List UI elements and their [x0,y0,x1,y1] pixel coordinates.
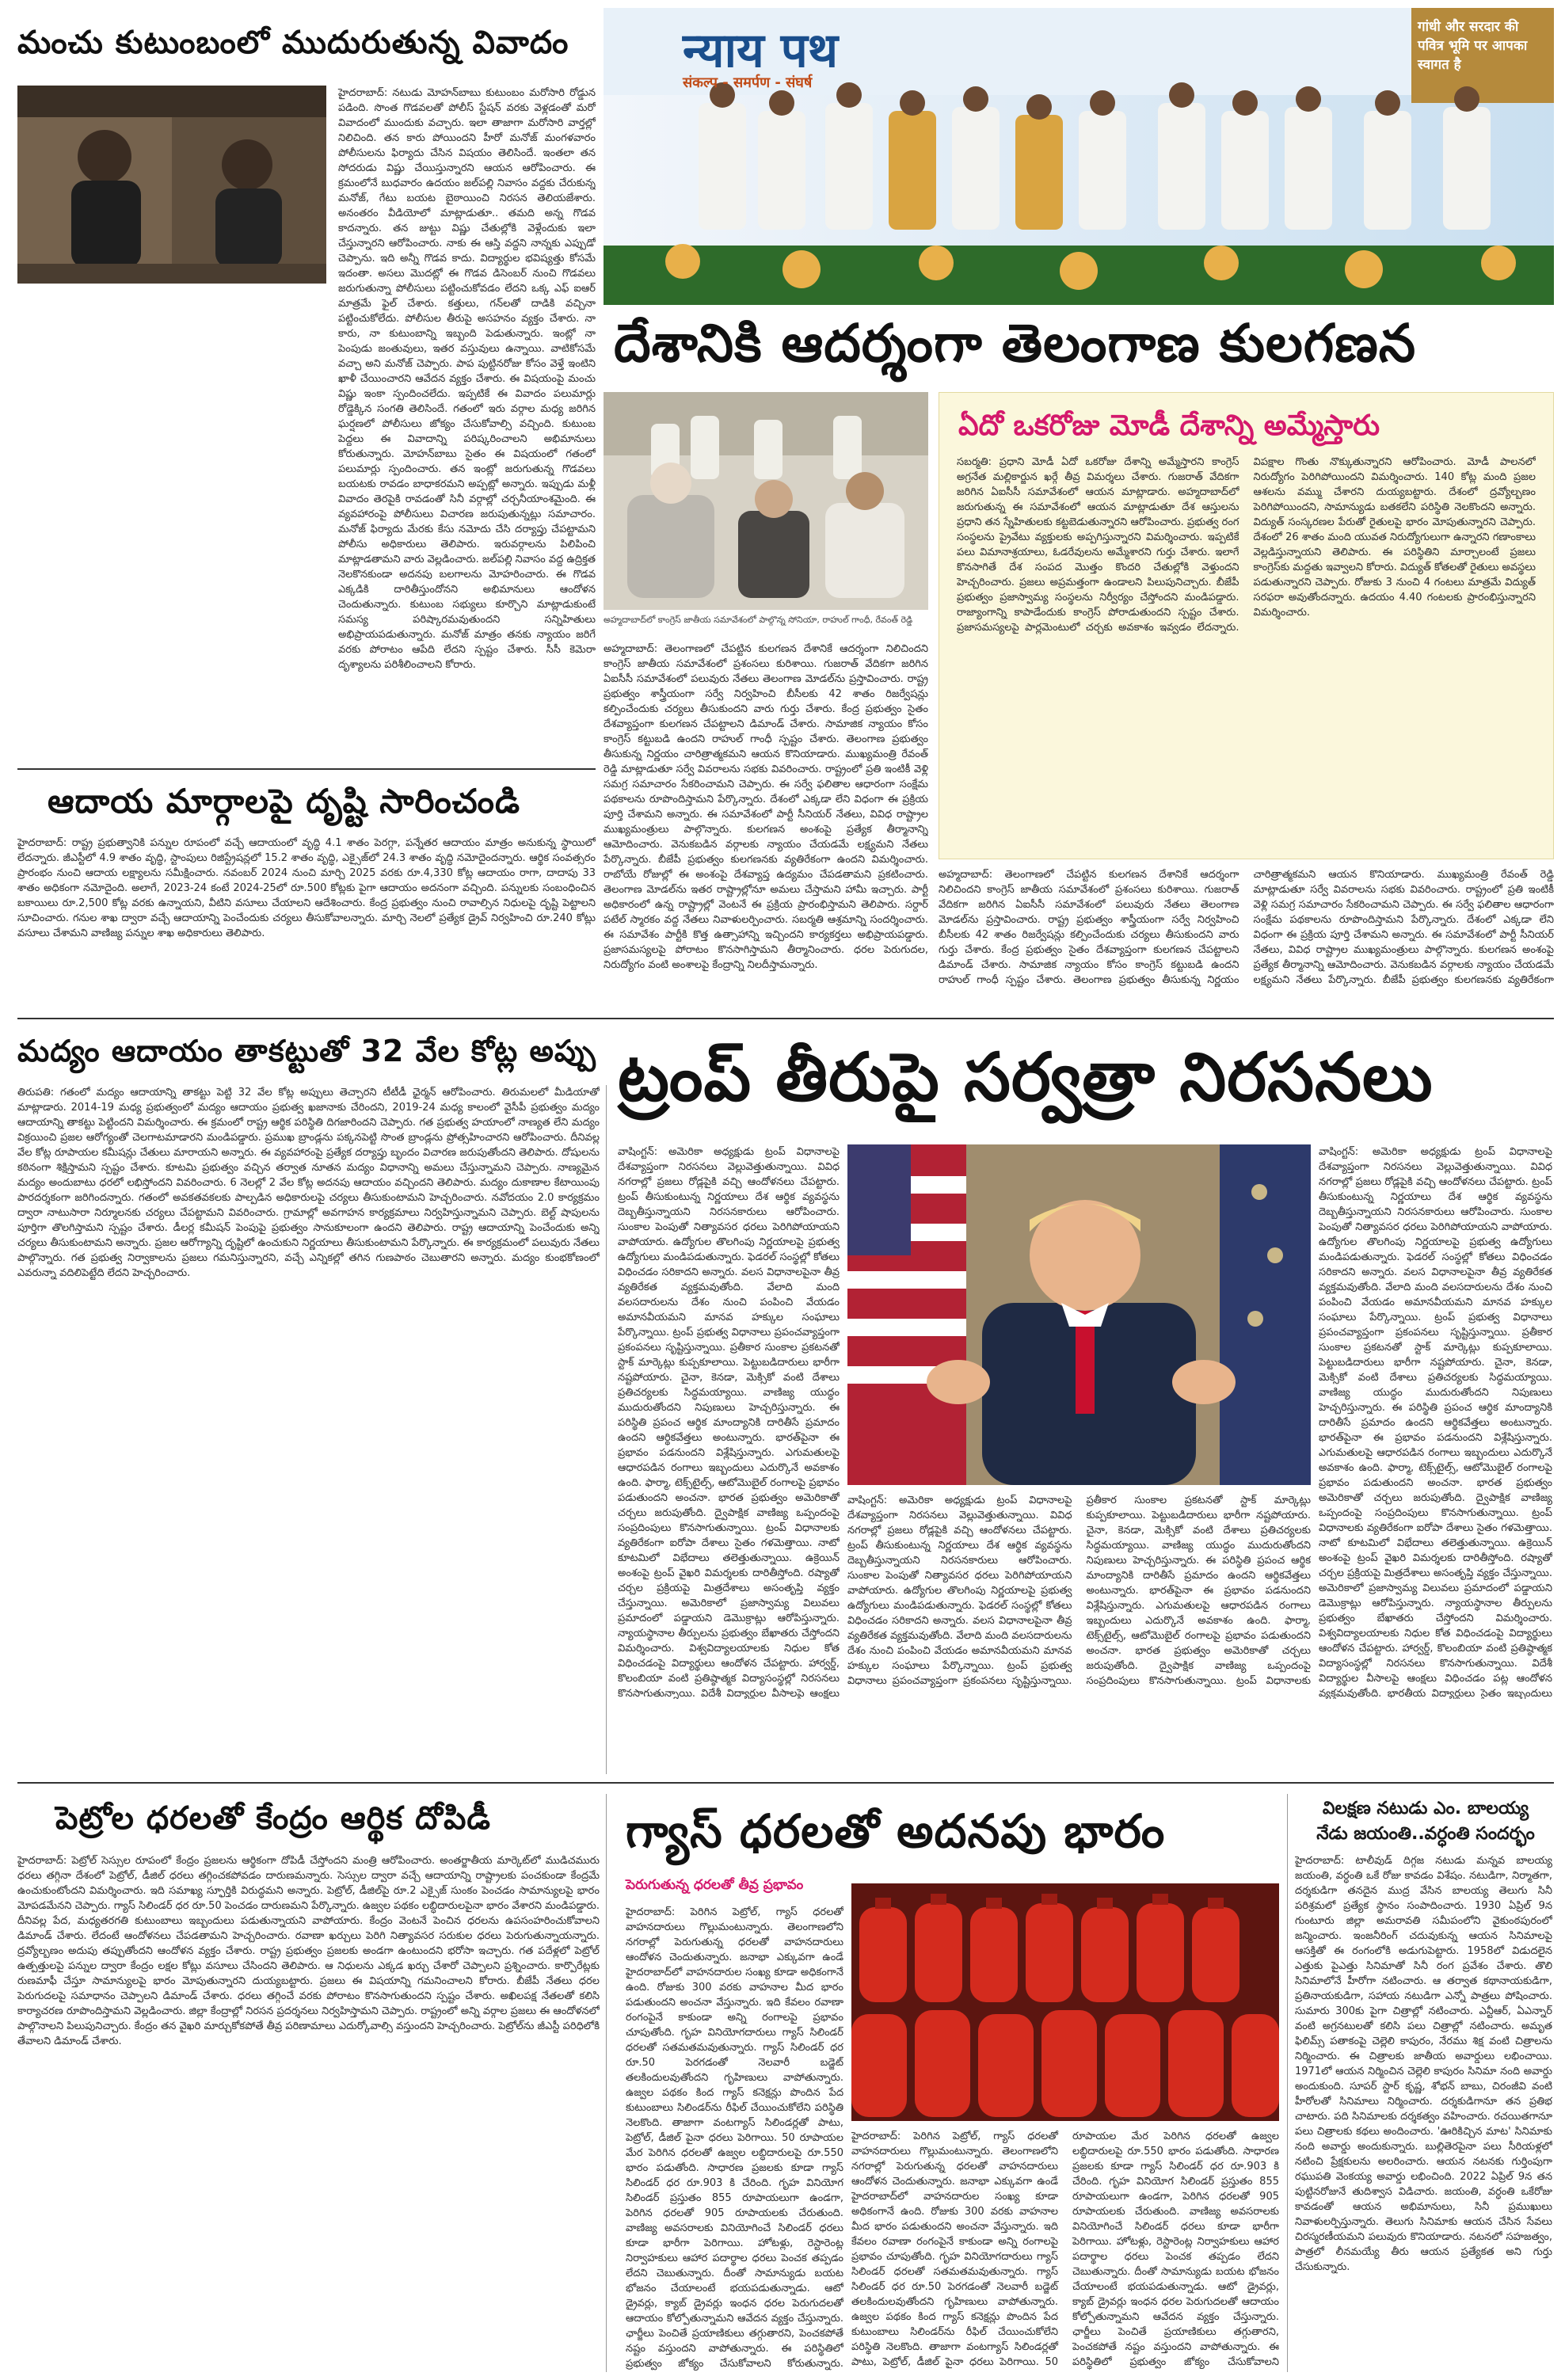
headline-trump: ట్రంప్ తీరుపై సర్వత్రా నిరసనలు [618,1038,1434,1116]
banner-gandhi-sardar [1418,17,1544,74]
body-caste-census: అహ్మదాబాద్: తెలంగాణలో చేపట్టిన కులగణన దేశానికే ఆదర్శంగా నిలిచిందని కాంగ్రెస్ జాతీయ సమావేశంలో ప్రశంసలు కురిశాయి. గుజరాత్ వేదికగా జరిగిన ఏఐసీసీ సమావేశంలో పలువురు నేతలు తెలంగాణ మోడల్‌ను ప్రస్తావించారు. రాష్ట్ర ప్రభుత్వం శాస్త్రీయంగా సర్వే నిర్వహించి బీసీలకు 42 శాతం రిజర్వేషన్లు కల్పించేందుకు చర్యలు తీసుకుందని వారు గుర్తు చేశారు. కేంద్ర ప్రభుత్వం సైతం దేశవ్యాప్తంగా కులగణన చేపట్టాలని డిమాండ్ చేశారు. సామాజిక న్యాయం కోసం కాంగ్రెస్ కట్టుబడి ఉందని రాహుల్ గాంధీ స్పష్టం చేశారు. తెలంగాణ ప్రభుత్వం తీసుకున్న నిర్ణయం చారిత్రాత్మకమని ఆయన కొనియాడారు. ముఖ్యమంత్రి రేవంత్ రెడ్డి మాట్లాడుతూ సర్వే వివరాలను సభకు వివరించారు. రాష్ట్రంలో ప్రతి ఇంటికీ వెళ్లి సమగ్ర సమాచారం సేకరించామని చెప్పారు. ఈ సర్వే ఫలితాల ఆధారంగా సంక్షేమ పథకాలను రూపొందిస్తామని పేర్కొన్నారు. దేశంలో ఎక్కడా లేని విధంగా ఈ ప్రక్రియ పూర్తి చేశామని అన్నారు. ఈ సమావేశంలో పార్టీ సీనియర్ నేతలు, వివిధ రాష్ట్రాల ముఖ్యమంత్రులు పాల్గొన్నారు. కులగణన అంశంపై ప్రత్యేక తీర్మానాన్ని ఆమోదించారు. వెనుకబడిన వర్గాలకు న్యాయం చేయడమే లక్ష్యమని నేతలు పేర్కొన్నారు. బీజేపీ ప్రభుత్వం కులగణనకు వ్యతిరేకంగా ఉందని విమర్శించారు. రాబోయే రోజుల్లో ఈ అంశంపై దేశవ్యాప్త ఉద్యమం చేపడతామని ప్రకటించారు. తెలంగాణ మోడల్‌ను ఇతర రాష్ట్రాల్లోనూ అమలు చేస్తామని హామీ ఇచ్చారు. పార్టీ అధికారంలో ఉన్న రాష్ట్రాల్లో వెంటనే ఈ ప్రక్రియ ప్రారంభిస్తామని తెలిపారు. సర్దార్ పటేల్ స్మారకం వద్ద నేతలు నివాళులర్పించారు. సబర్మతి ఆశ్రమాన్ని సందర్శించారు. ఈ సమావేశం పార్టీకి కొత్త ఉత్సాహాన్ని ఇచ్చిందని కార్యకర్తలు అభిప్రాయపడ్డారు. ప్రజాసమస్యలపై పోరాటం కొనసాగిస్తామని తీర్మానించారు. ధరల పెరుగుదల, నిరుద్యోగం వంటి అంశాలపై కేంద్రాన్ని నిలదీస్తామన్నారు. [604,643,928,971]
divider-low [17,1782,1554,1784]
headline-balayya-1: విలక్షణ నటుడు ఎం. బాలయ్య [1322,1799,1529,1818]
headline-gas: గ్యాస్ ధరలతో అదనపు భారం [626,1804,1166,1858]
headline-revenue: ఆదాయ మార్గాలపై దృష్టి సారించండి [48,782,521,821]
body-modi: సబర్మతి: ప్రధాని మోడీ ఏదో ఒకరోజు దేశాన్ని అమ్మేస్తారని కాంగ్రెస్ అగ్రనేత మల్లికార్జున ఖర్గే తీవ్ర విమర్శలు చేశారు. గుజరాత్ వేదికగా జరిగిన ఏఐసీసీ సమావేశంలో ఆయన మాట్లాడారు. అహ్మదాబాద్‌లో జరుగుతున్న ఈ సమావేశంలో ఆయన మాట్లాడుతూ దేశ ఆస్తులను ప్రధాని తన స్నేహితులకు కట్టబెడుతున్నారని ఆరోపించారు. ప్రభుత్వ రంగ సంస్థలను ప్రైవేటు వ్యక్తులకు అప్పగిస్తున్నారని విమర్శించారు. ఇప్పటికే పలు విమానాశ్రయాలు, ఓడరేవులను అమ్మేశారని గుర్తు చేశారు. ఇలాగే కొనసాగితే దేశ సంపద మొత్తం కొందరి చేతుల్లోకి వెళ్తుందని హెచ్చరించారు. ప్రజలు అప్రమత్తంగా ఉండాలని పిలుపునిచ్చారు. బీజేపీ ప్రభుత్వం ప్రజాస్వామ్య సంస్థలను నిర్వీర్యం చేస్తోందని మండిపడ్డారు. రాజ్యాంగాన్ని కాపాడేందుకు కాంగ్రెస్ పోరాడుతుందని స్పష్టం చేశారు. ప్రజాసమస్యలపై పార్లమెంటులో చర్చకు అవకాశం ఇవ్వడం లేదన్నారు. విపక్షాల గొంతు నొక్కుతున్నారని ఆరోపించారు. మోడీ పాలనలో నిరుద్యోగం పెరిగిపోయిందని విమర్శించారు. 140 కోట్ల మంది ప్రజల ఆశలను వమ్ము చేశారని దుయ్యబట్టారు. దేశంలో ద్రవ్యోల్బణం పెరిగిపోయిందని, సామాన్యుడు బతకలేని పరిస్థితి నెలకొందని అన్నారు. విద్యుత్ సంస్కరణల పేరుతో రైతులపై భారం మోపుతున్నారని చెప్పారు. దేశంలో 26 శాతం మంది యువత నిరుద్యోగులుగా ఉన్నారని గణాంకాలు వెల్లడిస్తున్నాయని తెలిపారు. ఈ పరిస్థితిని మార్చాలంటే ప్రజలు కాంగ్రెస్‌కు మద్దతు ఇవ్వాలని కోరారు. విద్యుత్ కోతలతో రైతులు అవస్థలు పడుతున్నారని చెప్పారు. రోజుకు 3 నుంచి 4 గంటలు మాత్రమే విద్యుత్ సరఫరా అవుతోందన్నారు. ఉదయం 4.40 గంటలకు ప్రారంభిస్తున్నారని విమర్శించారు. [957,456,1536,634]
body-balayya: హైదరాబాద్: టాలీవుడ్ దిగ్గజ నటుడు మన్నవ బాలయ్య జయంతి, వర్ధంతి ఒకే రోజు కావడం విశేషం. నటుడిగా, నిర్మాతగా, దర్శకుడిగా తనదైన ముద్ర వేసిన బాలయ్య తెలుగు సినీ పరిశ్రమలో ప్రత్యేక స్థానం సంపాదించారు. 1930 ఏప్రిల్ 9న గుంటూరు జిల్లా అమరావతి సమీపంలోని వైకుంఠపురంలో జన్మించారు. ఇంజనీరింగ్ చదువుకున్న ఆయన సినిమాలపై ఆసక్తితో ఈ రంగంలోకి అడుగుపెట్టారు. 1958లో విడుదలైన ఎత్తుకు పైఎత్తు సినిమాతో సినీ రంగ ప్రవేశం చేశారు. తొలి సినిమాలోనే హీరోగా నటించారు. ఆ తర్వాత కథానాయకుడిగా, ప్రతినాయకుడిగా, సహాయ నటుడిగా ఎన్నో పాత్రలు పోషించారు. సుమారు 300కు పైగా చిత్రాల్లో నటించారు. ఎన్టీఆర్, ఏఎన్నార్ వంటి అగ్రనటులతో కలిసి పలు చిత్రాల్లో నటించారు. అమృత ఫిలిమ్స్ పతాకంపై చెల్లెలి కాపురం, నేరము శిక్ష వంటి చిత్రాలను నిర్మించారు. ఈ చిత్రాలకు జాతీయ అవార్డులు లభించాయి. 1971లో ఆయన నిర్మించిన చెల్లెలి కాపురం సినిమా నంది అవార్డు అందుకుంది. సూపర్ స్టార్ కృష్ణ, శోభన్ బాబు, చిరంజీవి వంటి హీరోలతో సినిమాలు నిర్మించారు. దర్శకుడిగానూ తన ప్రతిభ చాటారు. పది సినిమాలకు దర్శకత్వం వహించారు. రచయితగానూ పలు చిత్రాలకు కథలు అందించారు. 'ఊరికిచ్చిన మాట' సినిమాకు నంది అవార్డు అందుకున్నారు. బుల్లితెరపైనా పలు సీరియళ్లలో నటించి ప్రేక్షకులను అలరించారు. ఆయన నటనకు గుర్తింపుగా రఘుపతి వెంకయ్య అవార్డు లభించింది. 2022 ఏప్రిల్ 9న తన పుట్టినరోజునే తుదిశ్వాస విడిచారు. జయంతి, వర్ధంతి ఒకేరోజు కావడంతో ఆయన అభిమానులు, సినీ ప్రముఖులు నివాళులర్పిస్తున్నారు. తెలుగు సినిమాకు ఆయన చేసిన సేవలు చిరస్మరణీయమని పలువురు కొనియాడారు. నటనలో సహజత్వం, పాత్రలో లీనమయ్యే తీరు ఆయన ప్రత్యేకత అని గుర్తు చేసుకున్నారు. [1295,1855,1552,2273]
body-manchu: హైదరాబాద్: నటుడు మోహన్‌బాబు కుటుంబం మరోసారి రోడ్డున పడింది. సొంత గొడవలతో పోలీస్ స్టేషన్ వరకు వెళ్లడంతో మరో వివాదంలో ముందుకు వచ్చారు. ఇలా తాజాగా మరోసారి వార్తల్లో నిలిచింది. తన కారు పోయిందని హీరో మనోజ్ మంగళవారం పోలీసులను ఫిర్యాదు చేసిన విషయం తెలిసిందే. ఇంతలా తన సోదరుడు విష్ణు చేయిస్తున్నారని ఆయన ఆరోపించారు. ఈ క్రమంలోనే బుధవారం ఉదయం జల్‌పల్లి నివాసం వద్దకు చేరుకున్న మనోజ్, గేటు బయట బైఠాయించి నిరసన తెలియజేశారు. అనంతరం వీడియోలో మాట్లాడుతూ.. తమది అన్న గొడవ కాదన్నారు. తన జుట్టు విష్ణు చేతుల్లోకి వెళ్లేందుకు ఇలా చేస్తున్నారని ఆరోపించారు. నాకు ఈ ఆస్తి వద్దని నాన్నకు ఎప్పుడో చెప్పాను. ఇది అన్నీ గొడవ కాదు. విద్యార్థుల భవిష్యత్తు కోసమే ఇదంతా. అసలు మొదట్లో ఈ గొడవ డిసెంబర్ నుంచి గొడవలు జరుగుతున్నా పోలీసులు పట్టించుకోవడం లేదని ఒక్క ఎఫ్ ఐఆర్ మాత్రమే ఫైల్ చేశారు. కత్తులు, గన్‌లతో దాడికి వచ్చినా పట్టించుకోలేదు. పోలీసుల తీరుపై అసహనం వ్యక్తం చేశారు. నా కారు, నా కుటుంబాన్ని ఇబ్బంది పెడుతున్నారు. ఇంట్లో నా పెంపుడు జంతువులు, ఇతర వస్తువులు ఉన్నాయి. వాటికోసమే వచ్చా అని మనోజ్ చెప్పారు. పాప పుట్టినరోజు కోసం వెళ్తే ఇంటిని ఖాళీ చేయించారని ఆవేదన వ్యక్తం చేశారు. ఈ విషయంపై మంచు విష్ణు ఇంకా స్పందించలేదు. ఇప్పటికే ఈ వివాదం పలుమార్లు రోడ్డెక్కిన సంగతి తెలిసిందే. గతంలో ఇరు వర్గాల మధ్య జరిగిన ఘర్షణలో పోలీసులు జోక్యం చేసుకోవాల్సి వచ్చింది. కుటుంబ పెద్దలు ఈ వివాదాన్ని పరిష్కరించాలని అభిమానులు కోరుతున్నారు. మోహన్‌బాబు సైతం ఈ విషయంలో గతంలో పలుమార్లు స్పందించారు. తన ఇంట్లో జరుగుతున్న గొడవలు బయటకు రావడం బాధాకరమని అప్పట్లో అన్నారు. ఇప్పుడు మళ్లీ వివాదం తెరపైకి రావడంతో సినీ వర్గాల్లో చర్చనీయాంశమైంది. ఈ వ్యవహారంపై పోలీసులు విచారణ జరుపుతున్నట్లు సమాచారం. మనోజ్ ఫిర్యాదు మేరకు కేసు నమోదు చేసి దర్యాప్తు చేపట్టామని పోలీసు అధికారులు తెలిపారు. ఇరువర్గాలను పిలిపించి మాట్లాడతామని వారు వెల్లడించారు. జల్‌పల్లి నివాసం వద్ద ఉద్రిక్తత నెలకొనకుండా అదనపు బలగాలను మోహరించారు. ఈ గొడవ ఎక్కడికి దారితీస్తుందోనని అభిమానులు ఆందోళన చెందుతున్నారు. కుటుంబ సభ్యులు కూర్చొని మాట్లాడుకుంటే సమస్య పరిష్కారమవుతుందని సన్నిహితులు అభిప్రాయపడుతున్నారు. మనోజ్ మాత్రం తనకు న్యాయం జరిగే వరకు పోరాటం ఆపేది లేదని స్పష్టం చేశారు. సీసీ కెమెరా దృశ్యాలను పరిశీలించాలని కోరారు. [338,87,596,671]
banner-welcome-text: आपका स्वागत है [1418,38,1528,73]
divider-vertical-1 [606,1085,607,1774]
headline-caste-census: దేశానికి ఆదర్శంగా తెలంగాణ కులగణన [614,313,1417,374]
headline-modi: ఏదో ఒకరోజు మోడీ దేశాన్ని అమ్మేస్తారు [958,409,1380,442]
photo-trump [847,1144,1311,1485]
divider-vertical-3 [1287,1794,1288,2372]
banner-gandhi-sardar-text: गांधी और सरदार की पवित्र भूमि पर [1418,19,1519,54]
body-trump-right: వాషింగ్టన్: అమెరికా అధ్యక్షుడు ట్రంప్ విధానాలపై దేశవ్యాప్తంగా నిరసనలు వెల్లువెత్తుతున్నాయి. వివిధ నగరాల్లో ప్రజలు రోడ్లపైకి వచ్చి ఆందోళనలు చేపట్టారు. ట్రంప్ తీసుకుంటున్న నిర్ణయాలు దేశ ఆర్థిక వ్యవస్థను దెబ్బతీస్తున్నాయని నిరసనకారులు ఆరోపించారు. సుంకాల పెంపుతో నిత్యావసర ధరలు పెరిగిపోయాయని వాపోయారు. ఉద్యోగుల తొలగింపు నిర్ణయాలపై ప్రభుత్వ ఉద్యోగులు మండిపడుతున్నారు. ఫెడరల్ సంస్థల్లో కోతలు విధించడం సరికాదని అన్నారు. వలస విధానాలపైనా తీవ్ర వ్యతిరేకత వ్యక్తమవుతోంది. వేలాది మంది వలసదారులను దేశం నుంచి పంపించి వేయడం అమానవీయమని మానవ హక్కుల సంఘాలు పేర్కొన్నాయి. ట్రంప్ ప్రభుత్వ విధానాలు ప్రపంచవ్యాప్తంగా ప్రకంపనలు సృష్టిస్తున్నాయి. ప్రతీకార సుంకాల ప్రకటనతో స్టాక్ మార్కెట్లు కుప్పకూలాయి. పెట్టుబడిదారులు భారీగా నష్టపోయారు. చైనా, కెనడా, మెక్సికో వంటి దేశాలు ప్రతిచర్యలకు సిద్ధమయ్యాయి. వాణిజ్య యుద్ధం ముదురుతోందని నిపుణులు హెచ్చరిస్తున్నారు. ఈ పరిస్థితి ప్రపంచ ఆర్థిక మాంద్యానికి దారితీసే ప్రమాదం ఉందని ఆర్థికవేత్తలు అంటున్నారు. భారత్‌పైనా ఈ ప్రభావం పడనుందని విశ్లేషిస్తున్నారు. ఎగుమతులపై ఆధారపడిన రంగాలు ఇబ్బందులు ఎదుర్కొనే అవకాశం ఉంది. ఫార్మా, టెక్స్‌టైల్స్, ఆటోమొబైల్ రంగాలపై ప్రభావం పడుతుందని అంచనా. భారత ప్రభుత్వం అమెరికాతో చర్చలు జరుపుతోంది. ద్వైపాక్షిక వాణిజ్య ఒప్పందంపై సంప్రదింపులు కొనసాగుతున్నాయి. ట్రంప్ విధానాలకు వ్యతిరేకంగా ఐరోపా దేశాలు సైతం గళమెత్తాయి. నాటో కూటమిలో విభేదాలు తలెత్తుతున్నాయి. ఉక్రెయిన్ అంశంపై ట్రంప్ వైఖరి విమర్శలకు దారితీస్తోంది. రష్యాతో చర్చల ప్రక్రియపై మిత్రదేశాలు అసంతృప్తి వ్యక్తం చేస్తున్నాయి. అమెరికాలో ప్రజాస్వామ్య విలువలు ప్రమాదంలో పడ్డాయని డెమొక్రాట్లు ఆరోపిస్తున్నారు. న్యాయస్థానాల తీర్పులను ప్రభుత్వం బేఖాతరు చేస్తోందని విమర్శించారు. విశ్వవిద్యాలయాలకు నిధుల కోత విధించడంపై విద్యార్థులు ఆందోళన చేపట్టారు. హార్వర్డ్, కొలంబియా వంటి ప్రతిష్ఠాత్మక విద్యాసంస్థల్లో నిరసనలు కొనసాగుతున్నాయి. విదేశీ విద్యార్థుల వీసాలపై ఆంక్షలు విధించడం పట్ల ఆందోళన వ్యక్తమవుతోంది. భారతీయ విద్యార్థులు సైతం ఇబ్బందులు [1319,1146,1552,1699]
headline-balayya [1295,1796,1556,1847]
body-revenue: హైదరాబాద్: రాష్ట్ర ప్రభుత్వానికి పన్నుల రూపంలో వచ్చే ఆదాయంలో వృద్ధి 4.1 శాతం పెరగ్గా, పన్నేతర ఆదాయం మాత్రం అనుకున్న స్థాయిలో లేదన్నారు. జీఎస్టీలో 4.9 శాతం వృద్ధి, స్టాంపులు రిజిస్ట్రేషన్లలో 15.2 శాతం వృద్ధి, ఎక్సైజ్‌లో 24.3 శాతం వృద్ధి నమోదైందన్నారు. ఆర్థిక సంవత్సరం ప్రారంభం నుంచి ఆదాయ లక్ష్యాలను సమీక్షించారు. నవంబర్ 2024 నుంచి మార్చి 2025 వరకు రూ.4,330 కోట్ల ఆదాయం రాగా, దాదాపు 33 శాతం అధికంగా నమోదైంది. అలాగే, 2023-24 కంటే 2024-25లో రూ.500 కోట్లకు పైగా ఆదాయం అదనంగా వచ్చింది. పన్నులకు సంబంధించిన బకాయిలు రూ.2,500 కోట్ల వరకు ఉన్నాయని, వీటిని వసూలు చేయాలని ఆదేశించారు. కేంద్ర ప్రభుత్వం నుంచి రావాల్సిన నిధులపై దృష్టి పెట్టాలని సూచించారు. గనుల శాఖ ద్వారా వచ్చే ఆదాయాన్ని పెంచేందుకు చర్యలు తీసుకోవాలన్నారు. మార్చి నెలలో ప్రత్యేక డ్రైవ్ నిర్వహించి రూ.240 కోట్లు వసూలు చేశామని వాణిజ్య పన్నుల శాఖ అధికారులు తెలిపారు. [17,837,596,939]
body-liquor: తిరుపతి: గతంలో మద్యం ఆదాయాన్ని తాకట్టు పెట్టి 32 వేల కోట్ల అప్పులు తెచ్చారని టీటీడీ ఛైర్మన్ ఆరోపించారు. తిరుమలలో మీడియాతో మాట్లాడారు. 2014-19 మధ్య ప్రభుత్వంలో మద్యం ఆదాయం ప్రభుత్వ ఖజానాకు చేరిందని, 2019-24 మధ్య కాలంలో వైసీపీ ప్రభుత్వం మద్యం ఆదాయాన్ని తాకట్టు పెట్టిందని విమర్శించారు. ఈ క్రమంలో రాష్ట్ర ఆర్థిక పరిస్థితి దిగజారిందని చెప్పారు. గత ప్రభుత్వ హయాంలో నాణ్యత లేని మద్యం విక్రయించి ప్రజల ఆరోగ్యంతో చెలగాటమాడారని మండిపడ్డారు. ప్రముఖ బ్రాండ్లను పక్కనపెట్టి సొంత బ్రాండ్లను ప్రోత్సహించారని ఆరోపించారు. దీనివల్ల వేల కోట్ల రూపాయల కమీషన్లు చేతులు మారాయని అన్నారు. ఈ వ్యవహారంపై ప్రత్యేక దర్యాప్తు బృందం విచారణ జరుపుతోందని తెలిపారు. దోషులను కఠినంగా శిక్షిస్తామని స్పష్టం చేశారు. కూటమి ప్రభుత్వం వచ్చిన తర్వాత నూతన మద్యం విధానాన్ని అమలు చేస్తున్నామని చెప్పారు. నాణ్యమైన మద్యం అందుబాటు ధరలో లభిస్తోందని వివరించారు. 6 నెలల్లో 2 వేల కోట్ల అదనపు ఆదాయం వచ్చిందని తెలిపారు. మద్యం దుకాణాల కేటాయింపు పారదర్శకంగా జరిగిందన్నారు. గతంలో అవకతవకలకు పాల్పడిన అధికారులపై చర్యలు తీసుకుంటామని హెచ్చరించారు. నవోదయం 2.0 కార్యక్రమం ద్వారా నాటుసారా నిర్మూలనకు చర్యలు చేపట్టామని వివరించారు. గ్రామాల్లో అవగాహన కార్యక్రమాలు నిర్వహిస్తున్నామని చెప్పారు. బెల్ట్ షాపులను పూర్తిగా తొలగిస్తామని స్పష్టం చేశారు. డీలర్ల కమీషన్ పెంపుపై ప్రభుత్వం సానుకూలంగా ఉందని తెలిపారు. రాష్ట్ర ఆదాయాన్ని పెంచేందుకు అన్ని చర్యలు తీసుకుంటామని అన్నారు. ప్రజల ఆరోగ్యాన్ని దృష్టిలో ఉంచుకుని నిర్ణయాలు తీసుకుంటామని పేర్కొన్నారు. ఈ కార్యక్రమంలో పలువురు నేతలు పాల్గొన్నారు. గత ప్రభుత్వ నిర్వాకాలను ప్రజలు గమనిస్తున్నారని, వచ్చే ఎన్నికల్లో తగిన గుణపాఠం చెబుతారని అన్నారు. మద్యం కుంభకోణంలో ఎవరున్నా వదిలిపెట్టేది లేదని హెచ్చరించారు. [17,1087,600,1279]
headline-liquor: మద్యం ఆదాయం తాకట్టుతో 32 వేల కోట్ల అప్పు [17,1034,596,1068]
body-petrol: హైదరాబాద్: పెట్రోల్ సెస్సుల రూపంలో కేంద్రం ప్రజలను ఆర్థికంగా దోపిడీ చేస్తోందని మంత్రి ఆరోపించారు. అంతర్జాతీయ మార్కెట్‌లో ముడిచమురు ధరలు తగ్గినా దేశంలో పెట్రోల్, డీజిల్ ధరలు తగ్గించకపోవడం దారుణమన్నారు. సెస్సుల ద్వారా వచ్చే ఆదాయాన్ని రాష్ట్రాలకు పంచకుండా కేంద్రమే ఉంచుకుంటోందని విమర్శించారు. ఇది సమాఖ్య స్ఫూర్తికి విరుద్ధమని అన్నారు. పెట్రోల్, డీజిల్‌పై రూ.2 ఎక్సైజ్ సుంకం పెంచడం సామాన్యులపై భారం మోపడమేనని చెప్పారు. గ్యాస్ సిలిండర్ ధర రూ.50 పెంచడం దారుణమని పేర్కొన్నారు. ఉజ్వల పథకం లబ్ధిదారులపైనా భారం వేశారని మండిపడ్డారు. దీనివల్ల పేద, మధ్యతరగతి కుటుంబాలు ఇబ్బందులు పడుతున్నాయని వాపోయారు. కేంద్రం వెంటనే పెంచిన ధరలను ఉపసంహరించుకోవాలని డిమాండ్ చేశారు. లేదంటే ఆందోళనలు చేపడతామని హెచ్చరించారు. రవాణా ఖర్చులు పెరిగి నిత్యావసర సరుకుల ధరలు పెరుగుతున్నాయన్నారు. ద్రవ్యోల్బణం అదుపు తప్పుతోందని ఆందోళన వ్యక్తం చేశారు. రాష్ట్ర ప్రభుత్వం ప్రజలకు అండగా ఉంటుందని భరోసా ఇచ్చారు. గత పదేళ్లలో పెట్రోల్ ఉత్పత్తులపై పన్నుల ద్వారా కేంద్రం లక్షల కోట్లు వసూలు చేసిందని తెలిపారు. ఆ నిధులను ఎక్కడ ఖర్చు చేశారో చెప్పాలని ప్రశ్నించారు. కార్పొరేట్లకు రుణమాఫీ చేస్తూ సామాన్యులపై భారం మోపుతున్నారని దుయ్యబట్టారు. ప్రజలు ఈ విషయాన్ని గమనించాలని కోరారు. బీజేపీ నేతలు ధరల పెరుగుదలపై సమాధానం చెప్పాలని డిమాండ్ చేశారు. ధరలు తగ్గించే వరకు పోరాటం కొనసాగుతుందని స్పష్టం చేశారు. అఖిలపక్ష నేతలతో కలిసి కార్యాచరణ రూపొందిస్తామని వెల్లడించారు. జిల్లా కేంద్రాల్లో నిరసన ప్రదర్శనలు నిర్వహిస్తామని చెప్పారు. రాష్ట్రంలో అన్ని వర్గాల ప్రజలు ఈ ఆందోళనలో పాల్గొనాలని పిలుపునిచ్చారు. కేంద్రం తన వైఖరి మార్చుకోకపోతే తీవ్ర పరిణామాలు ఎదుర్కోవాల్సి వస్తుందని హెచ్చరించారు. పెట్రోల్‌ను జీఎస్టీ పరిధిలోకి తేవాలని డిమాండ్ చేశారు. [17,1855,600,2047]
divider-vertical-2 [606,1794,607,2372]
body-gas-bottom: హైదరాబాద్: పెరిగిన పెట్రోల్, గ్యాస్ ధరలతో వాహనదారులు గొల్లుమంటున్నారు. తెలంగాణలోని నగరాల్లో పెరుగుతున్న ధరలతో వాహనదారులు ఆందోళన చెందుతున్నారు. జనాభా ఎక్కువగా ఉండే హైదరాబాద్‌లో వాహనదారుల సంఖ్య కూడా అధికంగానే ఉంది. రోజుకు 300 వరకు వాహనాల మీద భారం పడుతుందని అంచనా వేస్తున్నారు. ఇది కేవలం రవాణా రంగంపైనే కాకుండా అన్ని రంగాలపై ప్రభావం చూపుతోంది. గృహ వినియోగదారులు గ్యాస్ సిలిండర్ ధరలతో సతమతమవుతున్నారు. గ్యాస్ సిలిండర్ ధర రూ.50 పెరగడంతో నెలవారీ బడ్జెట్ తలకిందులవుతోందని గృహిణులు వాపోతున్నారు. ఉజ్వల పథకం కింద గ్యాస్ కనెక్షన్లు పొందిన పేద కుటుంబాలు సిలిండర్‌ను రీఫిల్ చేయించుకోలేని పరిస్థితి నెలకొంది. తాజాగా వంటగ్యాస్ సిలిండర్లతో పాటు, పెట్రోల్, డీజిల్ పైనా ధరలు పెరిగాయి. 50 రూపాయల మేర పెరిగిన ధరలతో ఉజ్వల లబ్ధిదారులపై రూ.550 భారం పడుతోంది. సాధారణ ప్రజలకు కూడా గ్యాస్ సిలిండర్ ధర రూ.903 కి చేరింది. గృహ వినియోగ సిలిండర్ ప్రస్తుతం 855 రూపాయలుగా ఉండగా, పెరిగిన ధరలతో 905 రూపాయలకు చేరుతుంది. వాణిజ్య అవసరాలకు వినియోగించే సిలిండర్ ధరలు కూడా భారీగా పెరిగాయి. హోటళ్లు, రెస్టారెంట్ల నిర్వాహకులు ఆహార పదార్థాల ధరలు పెంచక తప్పడం లేదని చెబుతున్నారు. దీంతో సామాన్యుడు బయట భోజనం చేయాలంటే భయపడుతున్నాడు. ఆటో డ్రైవర్లు, క్యాబ్ డ్రైవర్లు ఇంధన ధరల పెరుగుదలతో ఆదాయం కోల్పోతున్నామని ఆవేదన వ్యక్తం చేస్తున్నారు. ఛార్జీలు పెంచితే ప్రయాణికులు తగ్గుతారని, పెంచకపోతే నష్టం వస్తుందని వాపోతున్నారు. ఈ పరిస్థితిలో ప్రభుత్వం జోక్యం చేసుకోవాలని [851,2131,1279,2368]
caption-sonia-rahul: అహ్మదాబాద్‌లో కాంగ్రెస్ జాతీయ సమావేశంలో పాల్గొన్న సోనియా, రాహుల్ గాంధీ, రేవంత్ రెడ్డి [604,615,913,625]
divider-top [17,768,596,770]
photo-gas-cylinders [851,1883,1279,2121]
body-gas-left: హైదరాబాద్: పెరిగిన పెట్రోల్, గ్యాస్ ధరలతో వాహనదారులు గొల్లుమంటున్నారు. తెలంగాణలోని నగరాల్లో పెరుగుతున్న ధరలతో వాహనదారులు ఆందోళన చెందుతున్నారు. జనాభా ఎక్కువగా ఉండే హైదరాబాద్‌లో వాహనదారుల సంఖ్య కూడా అధికంగానే ఉంది. రోజుకు 300 వరకు వాహనాల మీద భారం పడుతుందని అంచనా వేస్తున్నారు. ఇది కేవలం రవాణా రంగంపైనే కాకుండా అన్ని రంగాలపై ప్రభావం చూపుతోంది. గృహ వినియోగదారులు గ్యాస్ సిలిండర్ ధరలతో సతమతమవుతున్నారు. గ్యాస్ సిలిండర్ ధర రూ.50 పెరగడంతో నెలవారీ బడ్జెట్ తలకిందులవుతోందని గృహిణులు వాపోతున్నారు. ఉజ్వల పథకం కింద గ్యాస్ కనెక్షన్లు పొందిన పేద కుటుంబాలు సిలిండర్‌ను రీఫిల్ చేయించుకోలేని పరిస్థితి నెలకొంది. తాజాగా వంటగ్యాస్ సిలిండర్లతో పాటు, పెట్రోల్, డీజిల్ పైనా ధరలు పెరిగాయి. 50 రూపాయల మేర పెరిగిన ధరలతో ఉజ్వల లబ్ధిదారులపై రూ.550 భారం పడుతోంది. సాధారణ ప్రజలకు కూడా గ్యాస్ సిలిండర్ ధర రూ.903 కి చేరింది. గృహ వినియోగ సిలిండర్ ప్రస్తుతం 855 రూపాయలుగా ఉండగా, పెరిగిన ధరలతో 905 రూపాయలకు చేరుతుంది. వాణిజ్య అవసరాలకు వినియోగించే సిలిండర్ ధరలు కూడా భారీగా పెరిగాయి. హోటళ్లు, రెస్టారెంట్ల నిర్వాహకులు ఆహార పదార్థాల ధరలు పెంచక తప్పడం లేదని చెబుతున్నారు. దీంతో సామాన్యుడు బయట భోజనం చేయాలంటే భయపడుతున్నాడు. ఆటో డ్రైవర్లు, క్యాబ్ డ్రైవర్లు ఇంధన ధరల పెరుగుదలతో ఆదాయం కోల్పోతున్నామని ఆవేదన వ్యక్తం చేస్తున్నారు. ఛార్జీలు పెంచితే ప్రయాణికులు తగ్గుతారని, పెంచకపోతే నష్టం వస్తుందని వాపోతున్నారు. ఈ పరిస్థితిలో ప్రభుత్వం జోక్యం చేసుకోవాలని కోరుతున్నారు. [626,1906,843,2370]
banner-nyaya-path: न्याय पथ [683,23,839,78]
box-modi-story [939,392,1554,859]
subheading-gas: పెరుగుతున్న ధరలతో తీవ్ర ప్రభావం [626,1877,804,1893]
headline-petrol: పెట్రోల ధరలతో కేంద్రం ఆర్థిక దోపిడీ [55,1800,492,1837]
banner-nyaya-path-sub: संकल्प - समर्पण - संघर्ष [683,74,813,91]
photo-sonia-rahul [604,392,928,610]
body-trump-left: వాషింగ్టన్: అమెరికా అధ్యక్షుడు ట్రంప్ విధానాలపై దేశవ్యాప్తంగా నిరసనలు వెల్లువెత్తుతున్నాయి. వివిధ నగరాల్లో ప్రజలు రోడ్లపైకి వచ్చి ఆందోళనలు చేపట్టారు. ట్రంప్ తీసుకుంటున్న నిర్ణయాలు దేశ ఆర్థిక వ్యవస్థను దెబ్బతీస్తున్నాయని నిరసనకారులు ఆరోపించారు. సుంకాల పెంపుతో నిత్యావసర ధరలు పెరిగిపోయాయని వాపోయారు. ఉద్యోగుల తొలగింపు నిర్ణయాలపై ప్రభుత్వ ఉద్యోగులు మండిపడుతున్నారు. ఫెడరల్ సంస్థల్లో కోతలు విధించడం సరికాదని అన్నారు. వలస విధానాలపైనా తీవ్ర వ్యతిరేకత వ్యక్తమవుతోంది. వేలాది మంది వలసదారులను దేశం నుంచి పంపించి వేయడం అమానవీయమని మానవ హక్కుల సంఘాలు పేర్కొన్నాయి. ట్రంప్ ప్రభుత్వ విధానాలు ప్రపంచవ్యాప్తంగా ప్రకంపనలు సృష్టిస్తున్నాయి. ప్రతీకార సుంకాల ప్రకటనతో స్టాక్ మార్కెట్లు కుప్పకూలాయి. పెట్టుబడిదారులు భారీగా నష్టపోయారు. చైనా, కెనడా, మెక్సికో వంటి దేశాలు ప్రతిచర్యలకు సిద్ధమయ్యాయి. వాణిజ్య యుద్ధం ముదురుతోందని నిపుణులు హెచ్చరిస్తున్నారు. ఈ పరిస్థితి ప్రపంచ ఆర్థిక మాంద్యానికి దారితీసే ప్రమాదం ఉందని ఆర్థికవేత్తలు అంటున్నారు. భారత్‌పైనా ఈ ప్రభావం పడనుందని విశ్లేషిస్తున్నారు. ఎగుమతులపై ఆధారపడిన రంగాలు ఇబ్బందులు ఎదుర్కొనే అవకాశం ఉంది. ఫార్మా, టెక్స్‌టైల్స్, ఆటోమొబైల్ రంగాలపై ప్రభావం పడుతుందని అంచనా. భారత ప్రభుత్వం అమెరికాతో చర్చలు జరుపుతోంది. ద్వైపాక్షిక వాణిజ్య ఒప్పందంపై సంప్రదింపులు కొనసాగుతున్నాయి. ట్రంప్ విధానాలకు వ్యతిరేకంగా ఐరోపా దేశాలు సైతం గళమెత్తాయి. నాటో కూటమిలో విభేదాలు తలెత్తుతున్నాయి. ఉక్రెయిన్ అంశంపై ట్రంప్ వైఖరి విమర్శలకు దారితీస్తోంది. రష్యాతో చర్చల ప్రక్రియపై మిత్రదేశాలు అసంతృప్తి వ్యక్తం చేస్తున్నాయి. అమెరికాలో ప్రజాస్వామ్య విలువలు ప్రమాదంలో పడ్డాయని డెమొక్రాట్లు ఆరోపిస్తున్నారు. న్యాయస్థానాల తీర్పులను ప్రభుత్వం బేఖాతరు చేస్తోందని విమర్శించారు. విశ్వవిద్యాలయాలకు నిధుల కోత విధించడంపై విద్యార్థులు ఆందోళన చేపట్టారు. హార్వర్డ్, కొలంబియా వంటి ప్రతిష్ఠాత్మక విద్యాసంస్థల్లో నిరసనలు కొనసాగుతున్నాయి. విదేశీ విద్యార్థుల వీసాలపై ఆంక్షలు [618,1146,840,1699]
divider-mid [17,1018,1554,1019]
headline-manchu: మంచు కుటుంబంలో ముదురుతున్న వివాదం [17,25,569,61]
headline-balayya-2: నేడు జయంతి..వర్ధంతి సందర్భం [1316,1824,1535,1844]
body-trump-bottom: వాషింగ్టన్: అమెరికా అధ్యక్షుడు ట్రంప్ విధానాలపై దేశవ్యాప్తంగా నిరసనలు వెల్లువెత్తుతున్నాయి. వివిధ నగరాల్లో ప్రజలు రోడ్లపైకి వచ్చి ఆందోళనలు చేపట్టారు. ట్రంప్ తీసుకుంటున్న నిర్ణయాలు దేశ ఆర్థిక వ్యవస్థను దెబ్బతీస్తున్నాయని నిరసనకారులు ఆరోపించారు. సుంకాల పెంపుతో నిత్యావసర ధరలు పెరిగిపోయాయని వాపోయారు. ఉద్యోగుల తొలగింపు నిర్ణయాలపై ప్రభుత్వ ఉద్యోగులు మండిపడుతున్నారు. ఫెడరల్ సంస్థల్లో కోతలు విధించడం సరికాదని అన్నారు. వలస విధానాలపైనా తీవ్ర వ్యతిరేకత వ్యక్తమవుతోంది. వేలాది మంది వలసదారులను దేశం నుంచి పంపించి వేయడం అమానవీయమని మానవ హక్కుల సంఘాలు పేర్కొన్నాయి. ట్రంప్ ప్రభుత్వ విధానాలు ప్రపంచవ్యాప్తంగా ప్రకంపనలు సృష్టిస్తున్నాయి. ప్రతీకార సుంకాల ప్రకటనతో స్టాక్ మార్కెట్లు కుప్పకూలాయి. పెట్టుబడిదారులు భారీగా నష్టపోయారు. చైనా, కెనడా, మెక్సికో వంటి దేశాలు ప్రతిచర్యలకు సిద్ధమయ్యాయి. వాణిజ్య యుద్ధం ముదురుతోందని నిపుణులు హెచ్చరిస్తున్నారు. ఈ పరిస్థితి ప్రపంచ ఆర్థిక మాంద్యానికి దారితీసే ప్రమాదం ఉందని ఆర్థికవేత్తలు అంటున్నారు. భారత్‌పైనా ఈ ప్రభావం పడనుందని విశ్లేషిస్తున్నారు. ఎగుమతులపై ఆధారపడిన రంగాలు ఇబ్బందులు ఎదుర్కొనే అవకాశం ఉంది. ఫార్మా, టెక్స్‌టైల్స్, ఆటోమొబైల్ రంగాలపై ప్రభావం పడుతుందని అంచనా. భారత ప్రభుత్వం అమెరికాతో చర్చలు జరుపుతోంది. ద్వైపాక్షిక వాణిజ్య ఒప్పందంపై సంప్రదింపులు కొనసాగుతున్నాయి. ట్రంప్ విధానాలకు [847,1495,1311,1687]
body-caste-census-cont: అహ్మదాబాద్: తెలంగాణలో చేపట్టిన కులగణన దేశానికే ఆదర్శంగా నిలిచిందని కాంగ్రెస్ జాతీయ సమావేశంలో ప్రశంసలు కురిశాయి. గుజరాత్ వేదికగా జరిగిన ఏఐసీసీ సమావేశంలో పలువురు నేతలు తెలంగాణ మోడల్‌ను ప్రస్తావించారు. రాష్ట్ర ప్రభుత్వం శాస్త్రీయంగా సర్వే నిర్వహించి బీసీలకు 42 శాతం రిజర్వేషన్లు కల్పించేందుకు చర్యలు తీసుకుందని వారు గుర్తు చేశారు. కేంద్ర ప్రభుత్వం సైతం దేశవ్యాప్తంగా కులగణన చేపట్టాలని డిమాండ్ చేశారు. సామాజిక న్యాయం కోసం కాంగ్రెస్ కట్టుబడి ఉందని రాహుల్ గాంధీ స్పష్టం చేశారు. తెలంగాణ ప్రభుత్వం తీసుకున్న నిర్ణయం చారిత్రాత్మకమని ఆయన కొనియాడారు. ముఖ్యమంత్రి రేవంత్ రెడ్డి మాట్లాడుతూ సర్వే వివరాలను సభకు వివరించారు. రాష్ట్రంలో ప్రతి ఇంటికీ వెళ్లి సమగ్ర సమాచారం సేకరించామని చెప్పారు. ఈ సర్వే ఫలితాల ఆధారంగా సంక్షేమ పథకాలను రూపొందిస్తామని పేర్కొన్నారు. దేశంలో ఎక్కడా లేని విధంగా ఈ ప్రక్రియ పూర్తి చేశామని అన్నారు. ఈ సమావేశంలో పార్టీ సీనియర్ నేతలు, వివిధ రాష్ట్రాల ముఖ్యమంత్రులు పాల్గొన్నారు. కులగణన అంశంపై ప్రత్యేక తీర్మానాన్ని ఆమోదించారు. వెనుకబడిన వర్గాలకు న్యాయం చేయడమే లక్ష్యమని నేతలు పేర్కొన్నారు. బీజేపీ ప్రభుత్వం కులగణనకు వ్యతిరేకంగా [939,869,1554,986]
